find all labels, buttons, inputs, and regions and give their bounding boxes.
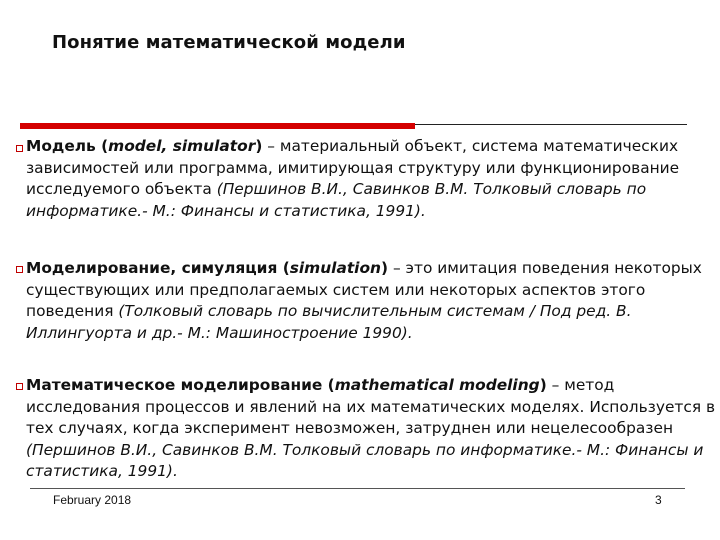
term-label: Математическое моделирование (mathematical modeling)	[26, 376, 547, 394]
definition-model	[26, 136, 716, 222]
citation: (Першинов В.И., Савинков В.М. Толковый словарь по информатике.- М.: Финансы и статистика, 1991).	[26, 440, 704, 480]
citation: (Толковый словарь по вычислительным системам / Под ред. В. Иллингуорта и др.- М.: Машиностроение 1990).	[26, 302, 632, 342]
definition-simulation	[26, 258, 716, 344]
footer-divider-line	[30, 488, 685, 489]
slide-title: Понятие математической модели	[52, 32, 406, 53]
definition-text: – это имитация поведения некоторых существующих или предполагаемых систем или некоторых аспектов этого поведения	[26, 259, 702, 320]
definition-text: – материальный объект, система математических зависимостей или программа, имитирующая структуру или функционирование исследуемого объекта	[26, 137, 680, 198]
citation: (Першинов В.И., Савинков В.М. Толковый словарь по информатике.- М.: Финансы и статистика, 1991).	[26, 180, 647, 220]
page-number: 3	[655, 493, 662, 507]
bullet-square-icon	[16, 383, 23, 390]
term-label: Моделирование, симуляция (simulation)	[26, 259, 389, 277]
title-accent-rule	[20, 123, 415, 129]
definition-math-modeling	[26, 375, 716, 483]
definition-text: – метод исследования процессов и явлений на их математических моделях. Используется в тех случаях, когда эксперимент невозможен, затруднен или нецелесообразен	[26, 376, 716, 437]
bullet-square-icon	[16, 145, 23, 152]
title-divider-line	[415, 124, 687, 125]
term-label: Модель (model, simulator)	[26, 137, 263, 155]
bullet-square-icon	[16, 266, 23, 273]
footer-date: February 2018	[53, 493, 132, 507]
